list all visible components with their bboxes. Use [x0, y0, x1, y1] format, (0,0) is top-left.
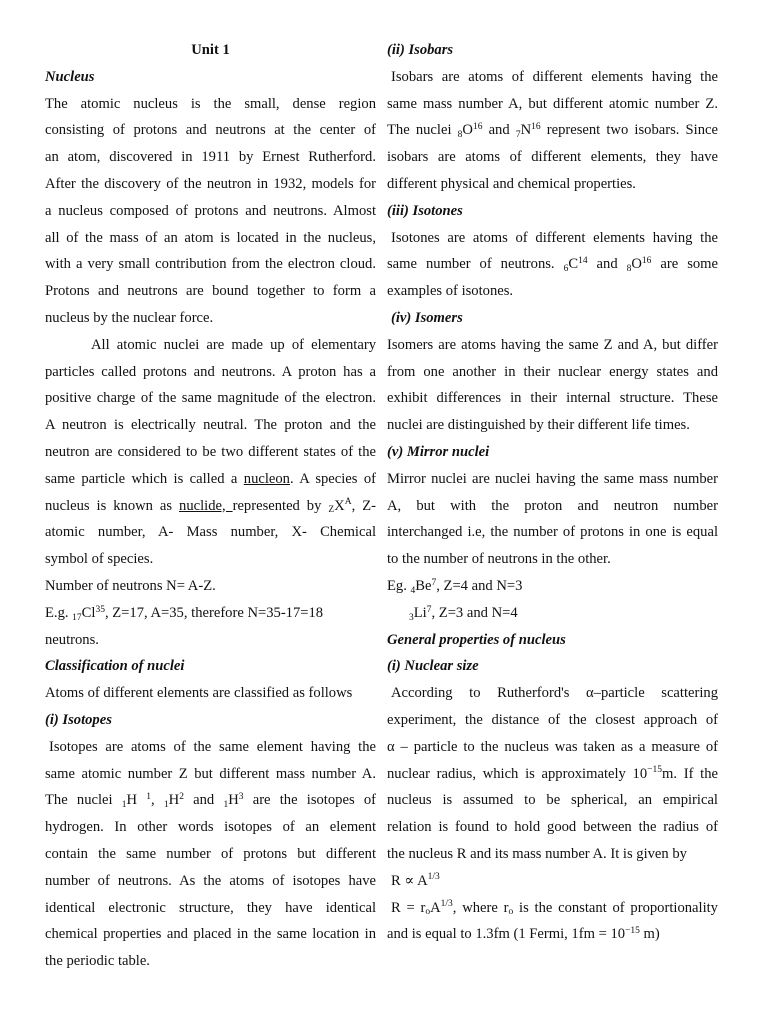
paragraph-line: Isotopes are atoms of the same element having the	[49, 738, 376, 755]
paragraph-line: The atomic nucleus is the small, dense region	[45, 95, 376, 112]
paragraph-line: nucleus is assumed to be spherical, an empirical	[387, 792, 718, 809]
paragraph-line: relation is found to hold good between the radius of	[387, 819, 718, 836]
paragraph-line: α – particle to the nucleus was taken as a measure of	[387, 738, 718, 755]
paragraph-line: hydrogen. In other words isotopes of an element	[45, 819, 376, 836]
paragraph-line: number of neutrons. As the atoms of isotopes have	[45, 872, 376, 889]
paragraph-line: neutron are considered to be two different states of the	[45, 443, 376, 460]
paragraph-line: from one another in their nuclear energy states and	[387, 363, 718, 380]
paragraph-line: Atoms of different elements are classified as follows	[45, 685, 353, 702]
paragraph-line: to the number of neutrons in the other.	[387, 551, 611, 568]
proportionality-relation: $R \propto A^{1/3}$	[391, 872, 440, 889]
example-line: E.g. $_{17}Cl^{35}$, Z=17, A=35, therefore N=35-17=18	[45, 604, 324, 623]
nuclide-line: nucleus is known as nuclide, represented by $_ZX^A$, Z-	[45, 497, 376, 516]
paragraph-line: nuclei are distinguished by their different life times.	[387, 417, 690, 434]
paragraph-line: chemical properties and placed in the same location in	[45, 926, 376, 943]
nucleus-heading: Nucleus	[45, 68, 95, 85]
isotones-heading: (iii) Isotones	[387, 202, 463, 219]
paragraph-line: the nucleus R and its mass number A. It is given by	[387, 845, 687, 862]
isotopes-heading: (i) Isotopes	[45, 711, 112, 728]
classification-heading: Classification of nuclei	[45, 658, 185, 675]
nuclide-term: nuclide,	[179, 497, 233, 514]
paragraph-line: all of the mass of an atom is located in the nucleus,	[45, 229, 376, 246]
paragraph-line: symbol of species.	[45, 551, 154, 568]
paragraph-line: neutrons.	[45, 631, 99, 648]
mirror-example-be: Eg. $_4Be^7$, Z=4 and N=3	[387, 577, 523, 596]
paragraph-line: exhibit differences in their internal structure. These	[387, 390, 718, 407]
paragraph-line: a nucleus composed of protons and neutrons. Almost	[45, 202, 376, 219]
neutron-formula: Number of neutrons N= A-Z.	[45, 577, 216, 594]
paragraph-line: Isomers are atoms having the same Z and A, but differ	[387, 336, 718, 353]
paragraph-line: Isotones are atoms of different elements having the	[391, 229, 718, 246]
paragraph-line: different physical and chemical properties.	[387, 175, 636, 192]
isotones-example-line: same number of neutrons. $_6C^{14}$ and $_8O^{16}$ are some	[387, 256, 718, 275]
radius-value-line: nuclear radius, which is approximately $10^{-15}m$. If the	[387, 765, 718, 782]
paragraph-line: with a very small contribution from the electron cloud.	[45, 256, 376, 273]
paragraph-line: nucleus by the nuclear force.	[45, 309, 214, 326]
paragraph-line: isobars are atoms of different elements, they have	[387, 149, 718, 166]
paragraph-line: A neutron is electrically neutral. The proton and the	[45, 417, 376, 434]
paragraph-line: same atomic number Z but different mass number A.	[45, 765, 376, 782]
paragraph-line: examples of isotones.	[387, 283, 514, 300]
paragraph-line: All atomic nuclei are made up of elementary	[91, 336, 376, 353]
paragraph-line: According to Rutherford's α–particle scattering	[391, 685, 718, 702]
right-column	[387, 37, 718, 948]
paragraph-line: atomic number, A- Mass number, X- Chemical	[45, 524, 376, 541]
isotopes-example-line: The nuclei $_1$H $^1$, $_1H^2$ and $_1H^3$ are the isotopes of	[45, 792, 376, 811]
nuclear-size-heading: (i) Nuclear size	[387, 658, 479, 675]
paragraph-line: Isobars are atoms of different elements having the	[391, 68, 718, 85]
paragraph-line: the periodic table.	[45, 953, 150, 970]
paragraph-line: Mirror nuclei are nuclei having the same mass number	[387, 470, 718, 487]
paragraph-line: Protons and neutrons are bound together to form a	[45, 283, 376, 300]
fermi-line: and is equal to 1.3fm (1 Fermi, $1fm = 10^{-15}$ m)	[387, 926, 660, 943]
nucleon-term: nucleon	[243, 470, 290, 487]
mirror-nuclei-heading: (v) Mirror nuclei	[387, 443, 490, 460]
paragraph-line: an atom, discovered in 1911 by Ernest Rutherford.	[45, 149, 376, 166]
paragraph-line: experiment, the distance of the closest approach of	[387, 711, 718, 728]
paragraph-line: particles called protons and neutrons. A proton has a	[45, 363, 376, 380]
general-properties-heading: General properties of nucleus	[387, 631, 566, 648]
isobars-heading: (ii) Isobars	[387, 42, 454, 58]
radius-formula: $R = r_oA^{1/3}$, where $r_o$ is the constant of proportionality	[391, 899, 718, 918]
mirror-example-li: $_3Li^7$, Z=3 and N=4	[409, 604, 518, 623]
unit-title: Unit 1	[191, 42, 230, 58]
paragraph-line: positive charge of the same magnitude of the electron.	[45, 390, 376, 407]
paragraph-line: A, but with the proton and neutron number	[387, 497, 718, 514]
paragraph-line: interchanged i.e, the number of protons in one is equal	[387, 524, 718, 541]
paragraph-line: identical electronic structure, they have identical	[45, 899, 376, 916]
isobars-example-line: The nuclei $_8O^{16}$ and $_7N^{16}$ represent two isobars. Since	[387, 122, 718, 141]
paragraph-line: After the discovery of the neutron in 1932, models for	[45, 175, 376, 192]
paragraph-line: consisting of protons and neutrons at the center of	[45, 122, 376, 139]
left-column	[45, 37, 376, 975]
isomers-heading: (iv) Isomers	[391, 309, 463, 326]
nucleon-line: same particle which is called a nucleon. A species of	[45, 470, 376, 487]
paragraph-line: contain the same number of protons but different	[45, 845, 376, 862]
paragraph-line: same mass number A, but different atomic number Z.	[387, 95, 718, 112]
